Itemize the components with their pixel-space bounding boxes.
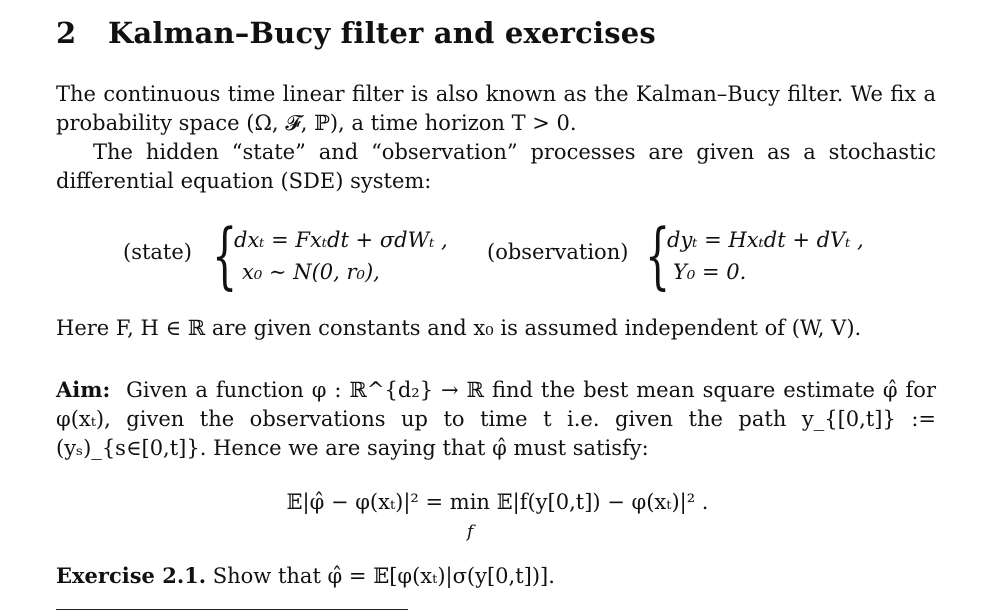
exercise-text: Show that φ̂ = 𝔼[φ(xₜ)|σ(y[0,t])]. bbox=[212, 564, 555, 588]
state-label: (state) bbox=[123, 240, 192, 264]
observation-equation-1: dyₜ = Hxₜdt + dVₜ , bbox=[667, 228, 864, 252]
exercise-label: Exercise 2.1. bbox=[56, 563, 207, 588]
observation-system bbox=[667, 224, 864, 288]
section-heading bbox=[56, 16, 656, 50]
state-brace: { bbox=[212, 213, 238, 297]
display-equation: 𝔼|φ̂ − φ(xₜ)|² = min 𝔼|f(y[0,t]) − φ(xₜ)|² . bbox=[286, 490, 709, 514]
aim-paragraph bbox=[56, 375, 936, 463]
exercise bbox=[56, 563, 555, 588]
hidden-processes-paragraph: The hidden “state” and “observation” processes are given as a stochastic differential equation (SDE) system: bbox=[56, 140, 936, 193]
state-equation-1: dxₜ = Fxₜdt + σdWₜ , bbox=[234, 228, 448, 252]
intro-paragraph: The continuous time linear filter is also known as the Kalman–Bucy filter. We fix a probability space (Ω, 𝓕, ℙ), a time horizon T > 0. bbox=[56, 82, 936, 135]
aim-label: Aim: bbox=[56, 377, 111, 402]
section-number: 2 bbox=[56, 16, 77, 50]
observation-equation-2: Y₀ = 0. bbox=[673, 260, 747, 284]
constants-paragraph: Here F, H ∈ ℝ are given constants and x₀ is assumed independent of (W, V). bbox=[56, 316, 862, 340]
section-title: Kalman–Bucy filter and exercises bbox=[108, 16, 656, 50]
state-system bbox=[234, 224, 448, 288]
aim-text: Given a function φ : ℝ^{d₂} → ℝ find the best mean square estimate φ̂ for φ(xₜ), given the observations up to time t i.e. given the path y_{[0,t]} := (yₛ)_{s∈[0,t]}. Hence we are saying that φ̂ must satisfy: bbox=[56, 378, 936, 460]
observation-label: (observation) bbox=[487, 240, 629, 264]
state-equation-2: x₀ ∼ N(0, r₀), bbox=[242, 260, 380, 284]
footnote-rule bbox=[56, 609, 408, 610]
min-subscript: f bbox=[467, 522, 474, 542]
observation-brace: { bbox=[645, 213, 671, 297]
